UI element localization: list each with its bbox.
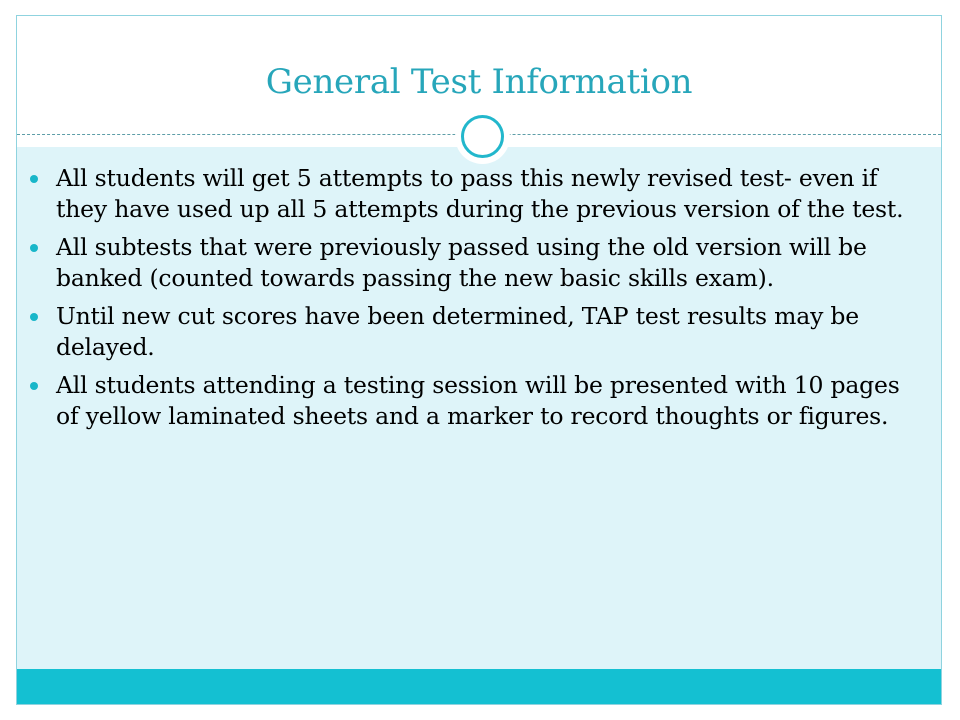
bullet-dot-icon — [30, 313, 38, 321]
list-item — [26, 232, 906, 294]
list-item — [26, 370, 906, 432]
bullet-text: All subtests that were previously passed using the old version will be banked (counted towards passing the new basic skills exam). — [56, 233, 867, 292]
bullet-dot-icon — [30, 175, 38, 183]
bullet-text: Until new cut scores have been determined, TAP test results may be delayed. — [56, 302, 859, 361]
circle-ring-icon — [461, 115, 504, 158]
bullet-text: All students will get 5 attempts to pass this newly revised test- even if they have used up all 5 attempts during the previous version of the test. — [56, 164, 904, 223]
bullet-dot-icon — [30, 244, 38, 252]
footer-bar — [17, 669, 941, 704]
list-item — [26, 163, 906, 225]
list-item — [26, 301, 906, 363]
bullet-dot-icon — [30, 382, 38, 390]
bullet-text: All students attending a testing session will be presented with 10 pages of yellow laminated sheets and a marker to record thoughts or figures. — [56, 371, 900, 430]
circle-ornament-icon — [455, 109, 510, 164]
slide-title: General Test Information — [265, 62, 693, 102]
bullet-list — [26, 163, 906, 439]
